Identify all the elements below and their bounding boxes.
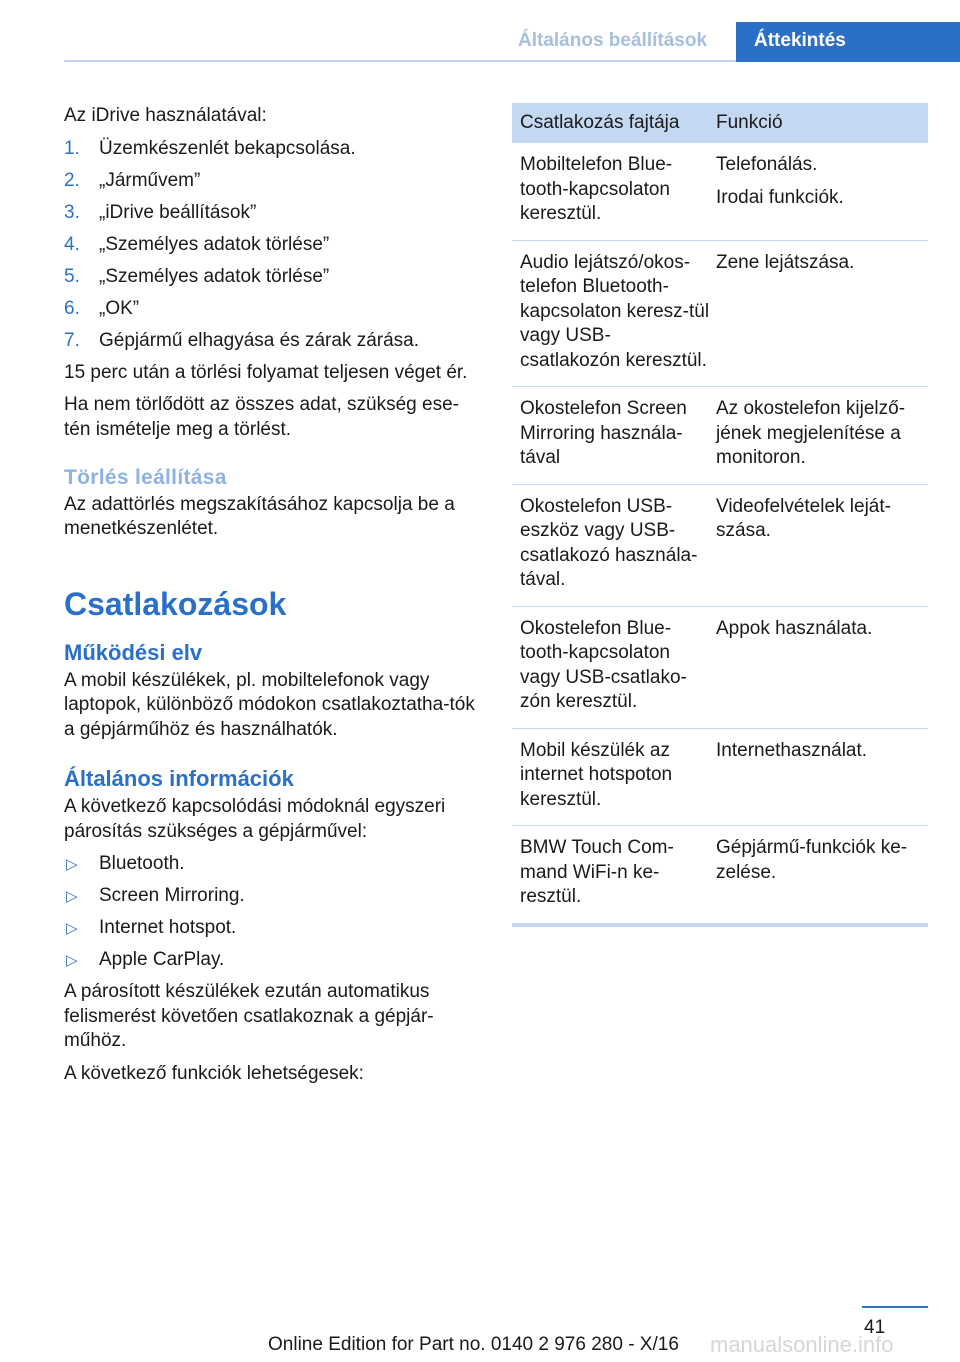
cell-text: Telefonálás. (716, 154, 818, 175)
table-cell-function (710, 739, 928, 813)
step-text: „Járművem” (99, 169, 201, 191)
paragraph: A következő funkciók lehetségesek: (64, 1062, 364, 1084)
table-body (512, 143, 928, 924)
list-item (64, 201, 478, 226)
watermark: manualsonline.info (710, 1332, 894, 1357)
table-row (512, 387, 928, 485)
paragraph: A következő kapcsolódási módoknál egyszeri párosítás szükséges a gépjárművel: (64, 796, 446, 842)
cell-text: Zene lejátszása. (716, 251, 855, 273)
cell-text: Audio lejátszó/okos-telefon Bluetooth-kapcsolaton keresz-tül vagy USB-csatlakozón keresztül. (520, 251, 710, 371)
steps-list (64, 137, 478, 354)
step-text: „iDrive beállítások” (99, 201, 257, 223)
table-cell-type (512, 397, 710, 471)
step-text: „Személyes adatok törlése” (99, 265, 330, 287)
cell-text: Internethasználat. (716, 739, 868, 761)
bullet-text: Apple CarPlay. (99, 949, 225, 970)
list-item (64, 916, 478, 941)
step-number: 5. (64, 265, 80, 287)
paragraph: Ha nem törlődött az összes adat, szükség ese-tén ismételje meg a törlést. (64, 394, 459, 440)
section-title: Csatlakozások (64, 585, 287, 622)
triangle-bullet-icon: ▷ (66, 952, 78, 969)
table-cell-type (512, 617, 710, 715)
list-item (64, 233, 478, 258)
list-item (64, 169, 478, 194)
cell-text: Appok használata. (716, 617, 873, 639)
table-cell-function (710, 495, 928, 593)
heading-general-info: Általános információk (64, 766, 294, 791)
step-text: „OK” (99, 297, 140, 319)
table-cell-function (710, 397, 928, 471)
table-header-cell: Csatlakozás fajtája (520, 111, 680, 133)
paragraph: 15 perc után a törlési folyamat teljesen véget ér. (64, 361, 468, 383)
table-cell-function (710, 617, 928, 715)
list-item (64, 297, 478, 322)
paragraph: A mobil készülékek, pl. mobiltelefonok vagy laptopok, különböző módokon csatlakoztatha-tók a gépjárműhöz és használhatók. (64, 669, 475, 740)
table-row (512, 143, 928, 241)
connections-table (512, 103, 928, 927)
list-item (64, 852, 478, 877)
table-row (512, 485, 928, 607)
list-item (64, 265, 478, 290)
table-cell-function (710, 251, 928, 374)
table-cell-type (512, 495, 710, 593)
table-header-cell: Funkció (716, 111, 783, 133)
table-row (512, 241, 928, 388)
table-cell-type (512, 836, 710, 910)
paragraph: A párosított készülékek ezután automatikus felismerést követően csatlakoznak a gépjár-műhöz. (64, 981, 434, 1051)
cell-text: Mobil készülék az internet hotspoton keresztül. (520, 739, 673, 810)
cell-text: Videofelvételek leját-szása. (716, 495, 891, 541)
page-number: 41 (864, 1317, 886, 1338)
cell-text: Okostelefon Blue-tooth-kapcsolaton vagy USB-csatlako-zón keresztül. (520, 617, 687, 712)
bullet-text: Screen Mirroring. (99, 885, 245, 906)
list-item (64, 137, 478, 162)
step-number: 3. (64, 201, 80, 223)
cell-text: Okostelefon Screen Mirroring használa-tával (520, 398, 687, 468)
header-section-title: Általános beállítások (518, 30, 708, 51)
cell-text: BMW Touch Com-mand WiFi-n ke-resztül. (520, 837, 674, 907)
step-number: 2. (64, 169, 80, 191)
triangle-bullet-icon: ▷ (66, 920, 78, 937)
table-cell-type (512, 251, 710, 374)
table-cell-type (512, 153, 710, 227)
cell-text: Okostelefon USB-eszköz vagy USB-csatlakozó használa-tával. (520, 495, 698, 590)
bullet-list (64, 852, 478, 973)
bullet-text: Internet hotspot. (99, 917, 237, 938)
table-row (512, 607, 928, 729)
list-item (64, 329, 478, 354)
list-item (64, 948, 478, 973)
step-number: 7. (64, 329, 80, 351)
footer-edition: Online Edition for Part no. 0140 2 976 280 - X/16 (268, 1334, 679, 1355)
step-number: 1. (64, 137, 80, 159)
cell-text: Gépjármű-funkciók ke-zelése. (716, 837, 908, 883)
table-row (512, 729, 928, 827)
step-text: Üzemkészenlét bekapcsolása. (99, 137, 356, 159)
table-cell-type (512, 739, 710, 813)
bullet-text: Bluetooth. (99, 853, 185, 874)
cell-text: Az okostelefon kijelző-jének megjelenítése a monitoron. (716, 398, 906, 468)
list-item (64, 884, 478, 909)
footer-rule (862, 1306, 928, 1308)
left-column (64, 104, 478, 1094)
intro-text: Az iDrive használatával: (64, 105, 267, 126)
step-number: 6. (64, 297, 80, 319)
triangle-bullet-icon: ▷ (66, 856, 78, 873)
subheading-stop-deletion: Törlés leállítása (64, 466, 227, 489)
table-row (512, 826, 928, 924)
header-tab: Áttekintés (736, 22, 960, 62)
table-header (512, 103, 928, 143)
step-text: „Személyes adatok törlése” (99, 233, 330, 255)
table-cell-function (710, 836, 928, 910)
step-number: 4. (64, 233, 80, 255)
cell-text: Mobiltelefon Blue-tooth-kapcsolaton keresztül. (520, 154, 673, 224)
table-end-rule (512, 923, 928, 927)
cell-text: Irodai funkciók. (716, 186, 844, 208)
step-text: Gépjármű elhagyása és zárak zárása. (99, 329, 419, 351)
table-cell-function (710, 153, 928, 227)
heading-principle: Működési elv (64, 639, 203, 665)
triangle-bullet-icon: ▷ (66, 888, 78, 905)
paragraph: Az adattörlés megszakításához kapcsolja be a menetkészenlétet. (64, 493, 455, 539)
